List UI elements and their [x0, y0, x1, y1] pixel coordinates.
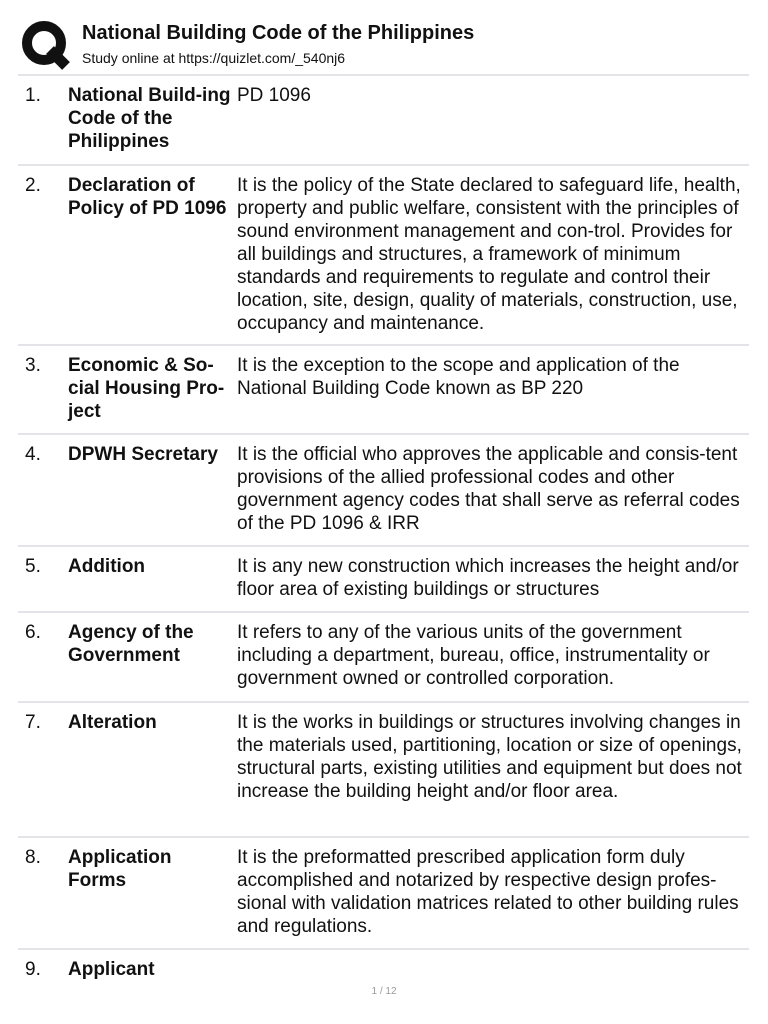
card-number: 6.: [25, 622, 41, 643]
card-row: [18, 836, 749, 948]
card-number: 1.: [25, 85, 41, 106]
quizlet-logo-icon: [20, 18, 72, 70]
document-title: National Building Code of the Philippines: [82, 22, 475, 44]
card-number: 8.: [25, 847, 41, 868]
study-online-link-text[interactable]: Study online at https://quizlet.com/_540nj6: [82, 50, 346, 66]
card-number: 5.: [25, 556, 41, 577]
card-row: [18, 433, 749, 545]
card-number: 7.: [25, 712, 41, 733]
card-term: Declaration of Policy of PD 1096: [68, 175, 227, 219]
card-row: [18, 545, 749, 611]
card-row: [18, 74, 749, 164]
card-number: 3.: [25, 355, 41, 376]
card-definition: It is the policy of the State declared to safeguard life, health, property and public welfare, consistent with the principles of sound environment management and con-trol. Provides for all buildings and structures, a framework of minimum standards and requirements to regulate and control their location, site, design, quality of materials, construction, use, occupancy and maintenance.: [237, 175, 741, 334]
card-definition: It is any new construction which increases the height and/or floor area of existing buildings or structures: [237, 556, 739, 600]
card-definition: It is the works in buildings or structures involving changes in the materials used, partitioning, location or size of openings, structural parts, existing utilities and equipment but does not increase the building height and/or floor area.: [237, 712, 742, 802]
card-definition: It is the exception to the scope and application of the National Building Code known as BP 220: [237, 355, 680, 399]
card-definition: It is the preformatted prescribed application form duly accomplished and notarized by respective design profes-sional with validation matrices related to other building rules and regulations.: [237, 847, 739, 937]
card-row: [18, 344, 749, 433]
card-row: [18, 611, 749, 701]
card-term: Agency of the Government: [68, 622, 194, 666]
flashcard-list: [18, 74, 749, 990]
card-term: Addition: [68, 556, 146, 577]
card-term: National Build-ing Code of the Philippines: [68, 85, 231, 152]
card-term: Applicant: [68, 959, 155, 980]
card-number: 4.: [25, 444, 41, 465]
document-header: [18, 14, 750, 74]
card-definition: It is the official who approves the applicable and consis-tent provisions of the allied professional codes and other government agency codes that shall serve as referral codes of the PD 1096 & IRR: [237, 444, 740, 534]
card-term: Economic & So-cial Housing Pro-ject: [68, 355, 225, 422]
card-row: [18, 948, 749, 990]
card-row: [18, 701, 749, 836]
card-number: 9.: [25, 959, 41, 980]
card-term: Application Forms: [68, 847, 172, 891]
card-number: 2.: [25, 175, 41, 196]
card-row: [18, 164, 749, 344]
card-term: Alteration: [68, 712, 157, 733]
card-definition: PD 1096: [237, 85, 311, 106]
page-indicator: 1 / 12: [371, 986, 397, 997]
card-term: DPWH Secretary: [68, 444, 218, 465]
card-definition: It refers to any of the various units of the government including a department, bureau, office, instrumentality or government owned or controlled corporation.: [237, 622, 710, 689]
